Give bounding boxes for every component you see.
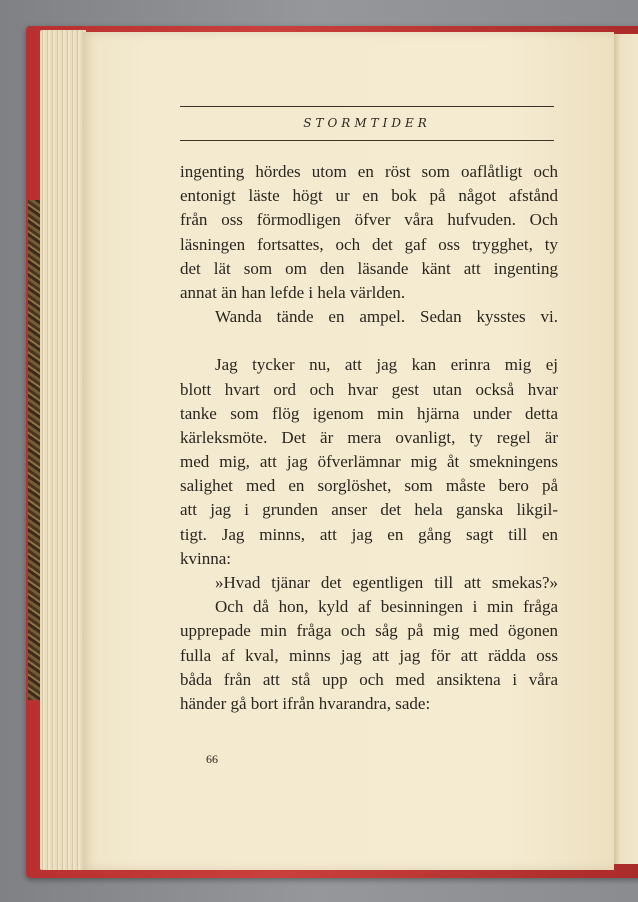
- paragraph: [180, 160, 558, 305]
- text-line: Wanda tände en ampel. Sedan kysstes vi.: [215, 307, 558, 327]
- text-line: blott hvart ord och hvar gest utan också hvar: [180, 379, 558, 399]
- header-rule-bottom: [180, 140, 554, 141]
- text-line: läsningen fortsattes, och det gaf oss trygghet, ty: [180, 234, 558, 254]
- text-line: annat än han lefde i hela världen.: [180, 282, 406, 302]
- text-line: händer gå bort ifrån hvarandra, sade:: [180, 693, 431, 713]
- paragraph: [180, 305, 558, 329]
- paragraph: [180, 595, 558, 716]
- paragraph: [180, 571, 558, 595]
- text-line: fulla af kval, minns jag att jag för att rädda oss: [180, 645, 558, 665]
- text-line: tigt. Jag minns, att jag en gång sagt till en: [180, 524, 558, 544]
- text-line: det lät som om den läsande känt att ingenting: [180, 258, 558, 278]
- text-line: tanke som flög igenom min hjärna under detta: [180, 403, 558, 423]
- text-line: Jag tycker nu, att jag kan erinra mig ej: [215, 355, 558, 375]
- running-head: STORMTIDER: [303, 116, 431, 130]
- text-line: med mig, att jag öfverlämnar mig åt smekningens: [180, 452, 558, 472]
- text-line: att jag i grunden anser det hela ganska likgil-: [180, 500, 558, 520]
- text-line: kvinna:: [180, 548, 231, 568]
- header-rule-top: [180, 106, 554, 107]
- page-number: 66: [206, 752, 218, 766]
- text-line: Och då hon, kyld af besinningen i min fråga: [215, 597, 558, 617]
- paragraph-gap: [180, 329, 558, 353]
- text-line: från oss förmodligen öfver våra hufvuden. Och: [180, 210, 558, 230]
- text-line: båda från att stå upp och med ansiktena i våra: [180, 669, 558, 689]
- page-edges: [40, 30, 86, 870]
- text-line: upprepade min fråga och såg på mig med ögonen: [180, 621, 558, 641]
- text-line: kärleksmöte. Det är mera ovanligt, ty regel är: [180, 427, 558, 447]
- text-line: entonigt läste högt ur en bok på något afstånd: [180, 186, 558, 206]
- paragraph: [180, 353, 558, 571]
- text-line: ingenting hördes utom en röst som oaflåtligt och: [180, 162, 558, 181]
- facing-page-edge: [612, 34, 638, 864]
- text-line: »Hvad tjänar det egentligen till att smekas?»: [215, 573, 558, 592]
- body-text: [180, 160, 558, 716]
- text-line: salighet med en sorglöshet, som måste bero på: [180, 476, 558, 496]
